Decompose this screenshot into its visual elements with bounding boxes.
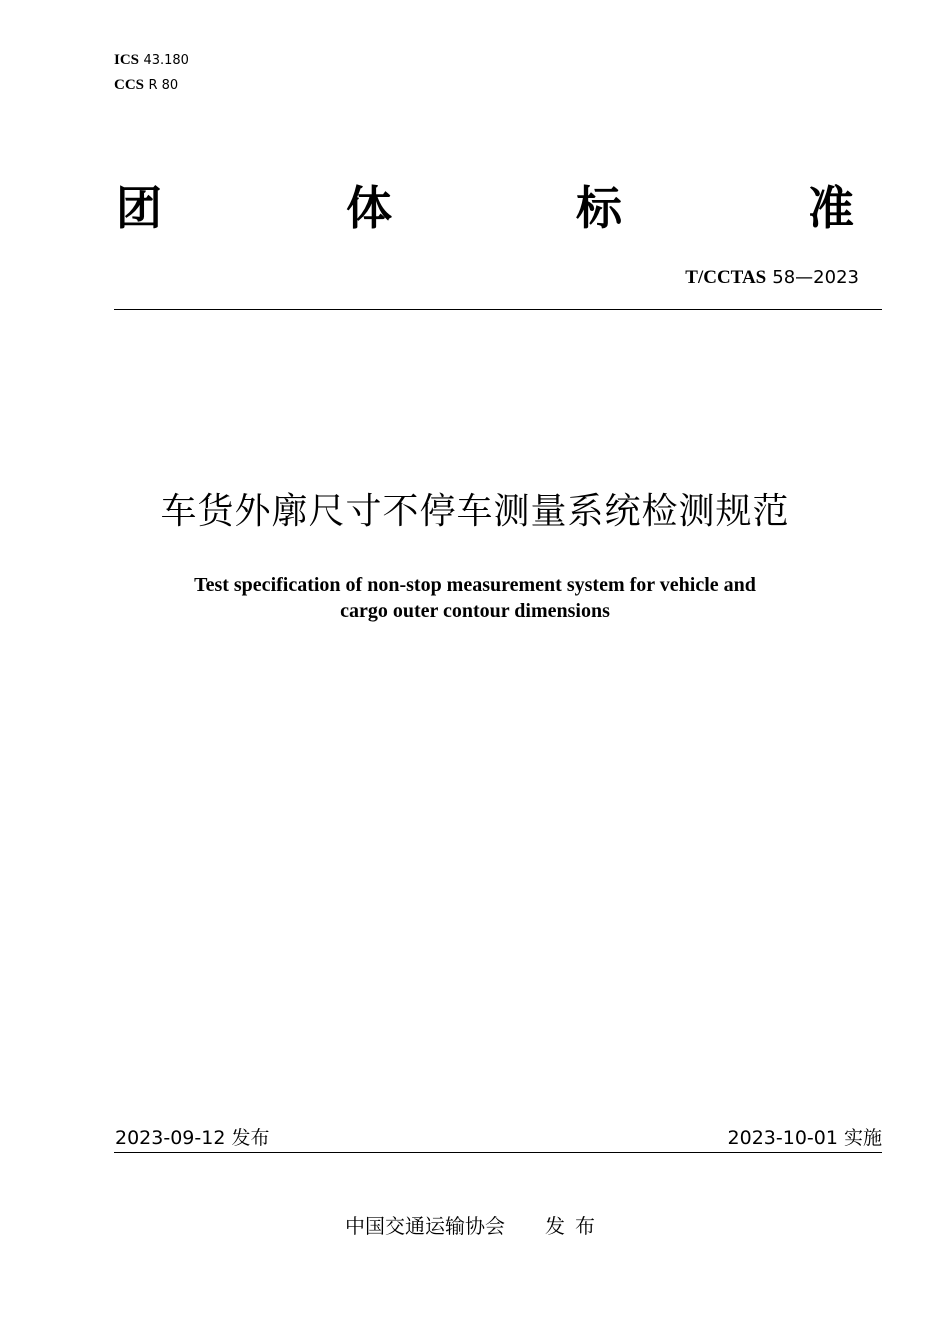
title-chinese: 车货外廓尺寸不停车测量系统检测规范 (160, 491, 790, 532)
top-divider (114, 309, 882, 310)
publisher-action: 发布 (545, 1214, 605, 1238)
standard-number-prefix: T/CCTAS (685, 267, 767, 288)
ics-label: ICS (114, 52, 140, 68)
ccs-value: R 80 (148, 78, 179, 93)
title-english-line-2: cargo outer contour dimensions (340, 600, 610, 622)
bottom-divider (114, 1152, 882, 1153)
standard-type-char-3: 标 (576, 181, 622, 235)
ccs-code (114, 77, 178, 94)
issue-date: 2023-09-12 发布 (115, 1127, 270, 1149)
standard-type-char-4: 准 (808, 181, 854, 235)
ccs-label: CCS (114, 77, 145, 93)
ics-value: 43.180 (143, 53, 189, 68)
standard-type-char-1: 团 (116, 181, 162, 235)
title-english-line-1: Test specification of non-stop measurement system for vehicle and (194, 574, 756, 596)
standard-type-char-2: 体 (346, 181, 392, 235)
implementation-date: 2023-10-01 实施 (727, 1127, 882, 1149)
standard-number-value: 58—2023 (772, 267, 859, 288)
publisher-name: 中国交通运输协会 (345, 1214, 505, 1238)
title-english (0, 572, 950, 624)
ics-code (114, 52, 189, 69)
standard-number (685, 265, 859, 290)
publisher (0, 1212, 950, 1240)
